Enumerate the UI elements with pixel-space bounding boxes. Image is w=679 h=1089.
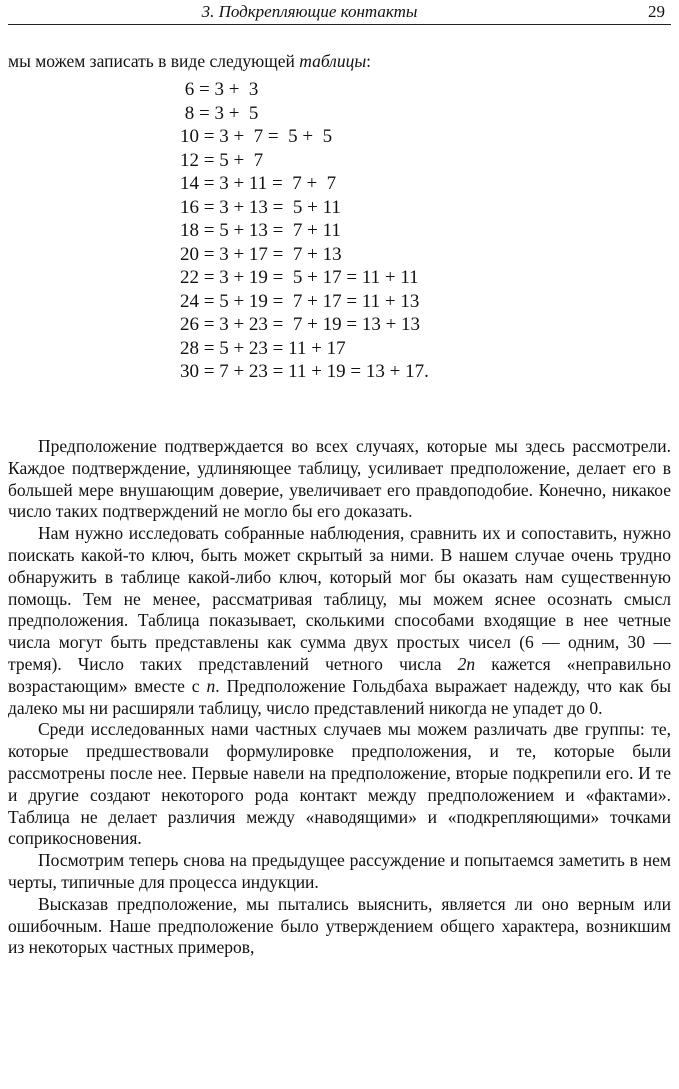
math-variable: 2n bbox=[457, 653, 476, 674]
paragraph: Среди исследованных нами частных случаев мы можем различать две группы: те, которые предшествовали формулировке предположения, и те, которые были рассмотрены после нее. Первые навели на предположение, вторые подкрепили его. И те и другие создают некоторого рода контакт между предположением и «фактами». Таблица не делает различия между «наводящими» и «подкрепляющими» точками соприкосновения. bbox=[8, 719, 671, 849]
paragraph: Предположение подтверждается во всех случаях, которые мы здесь рассмотрели. Каждое подтверждение, удлиняющее таблицу, усиливает предположение, делает его в большей мере внушающим доверие, увеличивает его правдоподобие. Конечно, никакое число таких подтверждений не могло бы его доказать. bbox=[8, 436, 671, 522]
math-variable: n bbox=[206, 675, 216, 696]
equation-row: 22 = 3 + 19 = 5 + 17 = 11 + 11 bbox=[180, 267, 419, 288]
equation-row: 18 = 5 + 13 = 7 + 11 bbox=[180, 220, 341, 241]
intro-text: мы можем записать в виде следующей bbox=[8, 51, 300, 71]
equation-row: 6 = 3 + 3 bbox=[180, 79, 259, 100]
paragraph-text: Нам нужно исследовать собранные наблюдения, сравнить их и сопоставить, нужно поискать какой-то ключ, быть может скрытый за ними. В нашем случае очень трудно обнаружить в таблице какой-либо ключ, который мог бы оказать нам существенную помощь. Тем не менее, рассматривая таблицу, мы можем яснее осознать смысл предположения. Таблица показывает, сколькими способами входящие в нее четные числа могут быть представлены как сумма двух простых чисел (6 — одним, 30 — тремя). Число таких представлений четного числа bbox=[8, 523, 671, 674]
goldbach-table bbox=[180, 78, 429, 384]
paragraph-text: . Предположение Гольдбаха выражает надежду, что как бы далеко мы ни расширяли таблицу, число представлений никогда не упадет до 0. bbox=[8, 675, 671, 718]
equation-row: 16 = 3 + 13 = 5 + 11 bbox=[180, 196, 341, 218]
equation-row: 14 = 3 + 11 = 7 + 7 bbox=[180, 173, 337, 194]
equation-row: 24 = 5 + 19 = 7 + 17 = 11 + 13 bbox=[180, 290, 420, 312]
equation-row: 28 = 5 + 23 = 11 + 17 bbox=[180, 337, 346, 359]
page-number: 29 bbox=[648, 2, 665, 21]
paragraph bbox=[8, 523, 671, 719]
page-header bbox=[8, 0, 671, 25]
paragraph: Высказав предположение, мы пытались выяснить, является ли оно верным или ошибочным. Наше предположение было утверждением общего характера, возникшим из некоторых частных примеров, bbox=[8, 893, 671, 958]
paragraph: Посмотрим теперь снова на предыдущее рассуждение и попытаемся заметить в нем черты, типичные для процесса индукции. bbox=[8, 850, 671, 892]
intro-line bbox=[8, 50, 671, 72]
equation-row: 26 = 3 + 23 = 7 + 19 = 13 + 13 bbox=[180, 314, 421, 335]
intro-italic-word: таблицы bbox=[299, 51, 367, 71]
equation-row: 8 = 3 + 5 bbox=[180, 102, 259, 124]
equation-row: 30 = 7 + 23 = 11 + 19 = 13 + 17. bbox=[180, 361, 429, 382]
intro-colon: : bbox=[366, 51, 372, 71]
section-title: 3. Подкрепляющие контакты bbox=[201, 2, 418, 21]
equation-row: 12 = 5 + 7 bbox=[180, 149, 264, 171]
equation-row: 20 = 3 + 17 = 7 + 13 bbox=[180, 243, 342, 265]
body-text bbox=[8, 436, 671, 959]
equation-row: 10 = 3 + 7 = 5 + 5 bbox=[180, 126, 333, 147]
paragraph-text: кажется «неправильно возрастающим» вместе с bbox=[8, 653, 671, 696]
